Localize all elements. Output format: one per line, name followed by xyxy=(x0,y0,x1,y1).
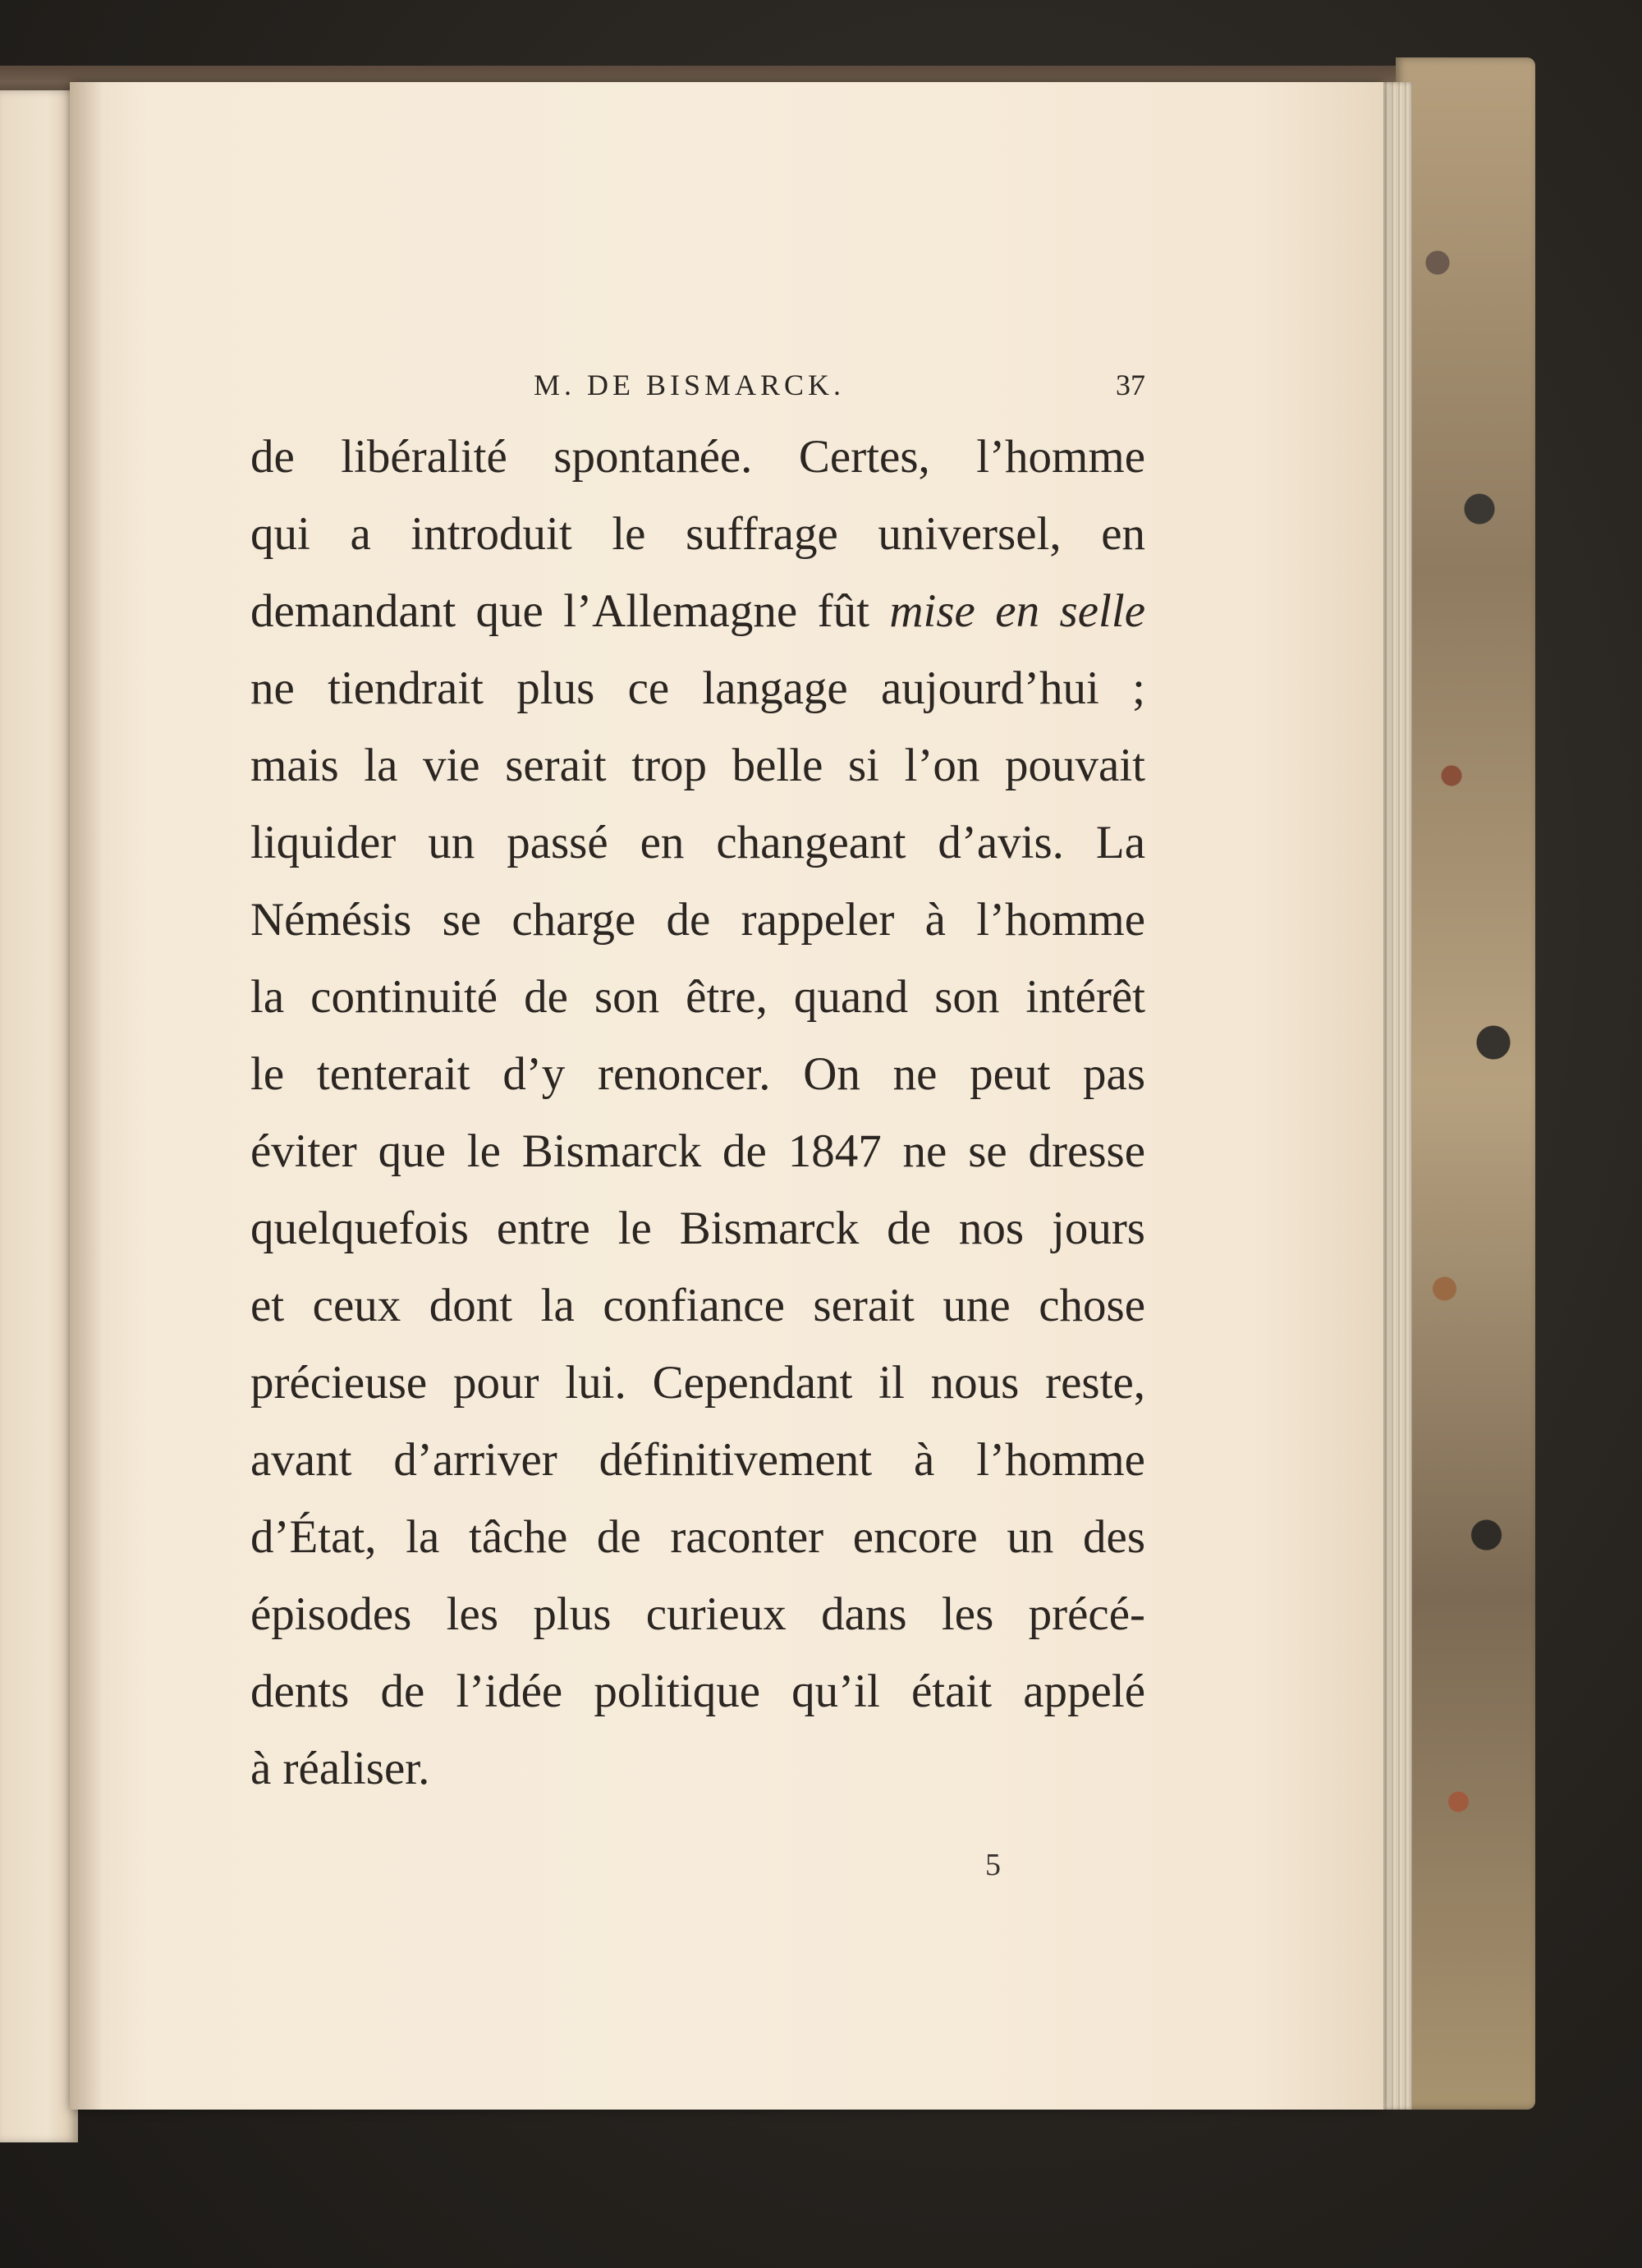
text-line: liquider un passé en changeant d’avis. La xyxy=(250,817,1145,868)
body-text xyxy=(250,419,1145,1808)
text-line: de libéralité spontanée. Certes, l’homme xyxy=(250,431,1145,483)
text-line: Némésis se charge de rappeler à l’homme xyxy=(250,894,1145,946)
signature-mark: 5 xyxy=(985,1848,1001,1882)
page-number: 37 xyxy=(1116,369,1145,401)
marbled-cover-edge xyxy=(1396,57,1535,2110)
text-line: précieuse pour lui. Cependant il nous reste, xyxy=(250,1357,1145,1409)
text-line: épisodes les plus curieux dans les précé- xyxy=(250,1588,1145,1640)
text-line: avant d’arriver définitivement à l’homme xyxy=(250,1434,1145,1486)
text-line: qui a introduit le suffrage universel, en xyxy=(250,508,1145,560)
text-line: et ceux dont la confiance serait une chose xyxy=(250,1280,1145,1331)
running-head xyxy=(250,368,1145,409)
text-line-segment: demandant que l’Allemagne fût xyxy=(250,585,890,637)
text-line-last: à réaliser. xyxy=(250,1743,430,1794)
running-head-title: M. DE BISMARCK. xyxy=(534,369,846,401)
text-line-with-italic xyxy=(250,573,1145,650)
italic-phrase: mise en selle xyxy=(889,585,1146,637)
text-line: le tenterait d’y renoncer. On ne peut pas xyxy=(250,1048,1145,1100)
gutter-shadow xyxy=(70,82,103,2110)
text-line: dents de l’idée politique qu’il était appelé xyxy=(250,1665,1145,1717)
text-line: ne tiendrait plus ce langage aujourd’hui ; xyxy=(250,662,1145,714)
text-line: quelquefois entre le Bismarck de nos jours xyxy=(250,1203,1145,1254)
text-line: éviter que le Bismarck de 1847 ne se dresse xyxy=(250,1125,1145,1177)
text-line: d’État, la tâche de raconter encore un des xyxy=(250,1511,1145,1563)
text-line: la continuité de son être, quand son intérêt xyxy=(250,971,1145,1023)
text-line: mais la vie serait trop belle si l’on pouvait xyxy=(250,740,1145,791)
facing-page-edge xyxy=(0,90,78,2142)
